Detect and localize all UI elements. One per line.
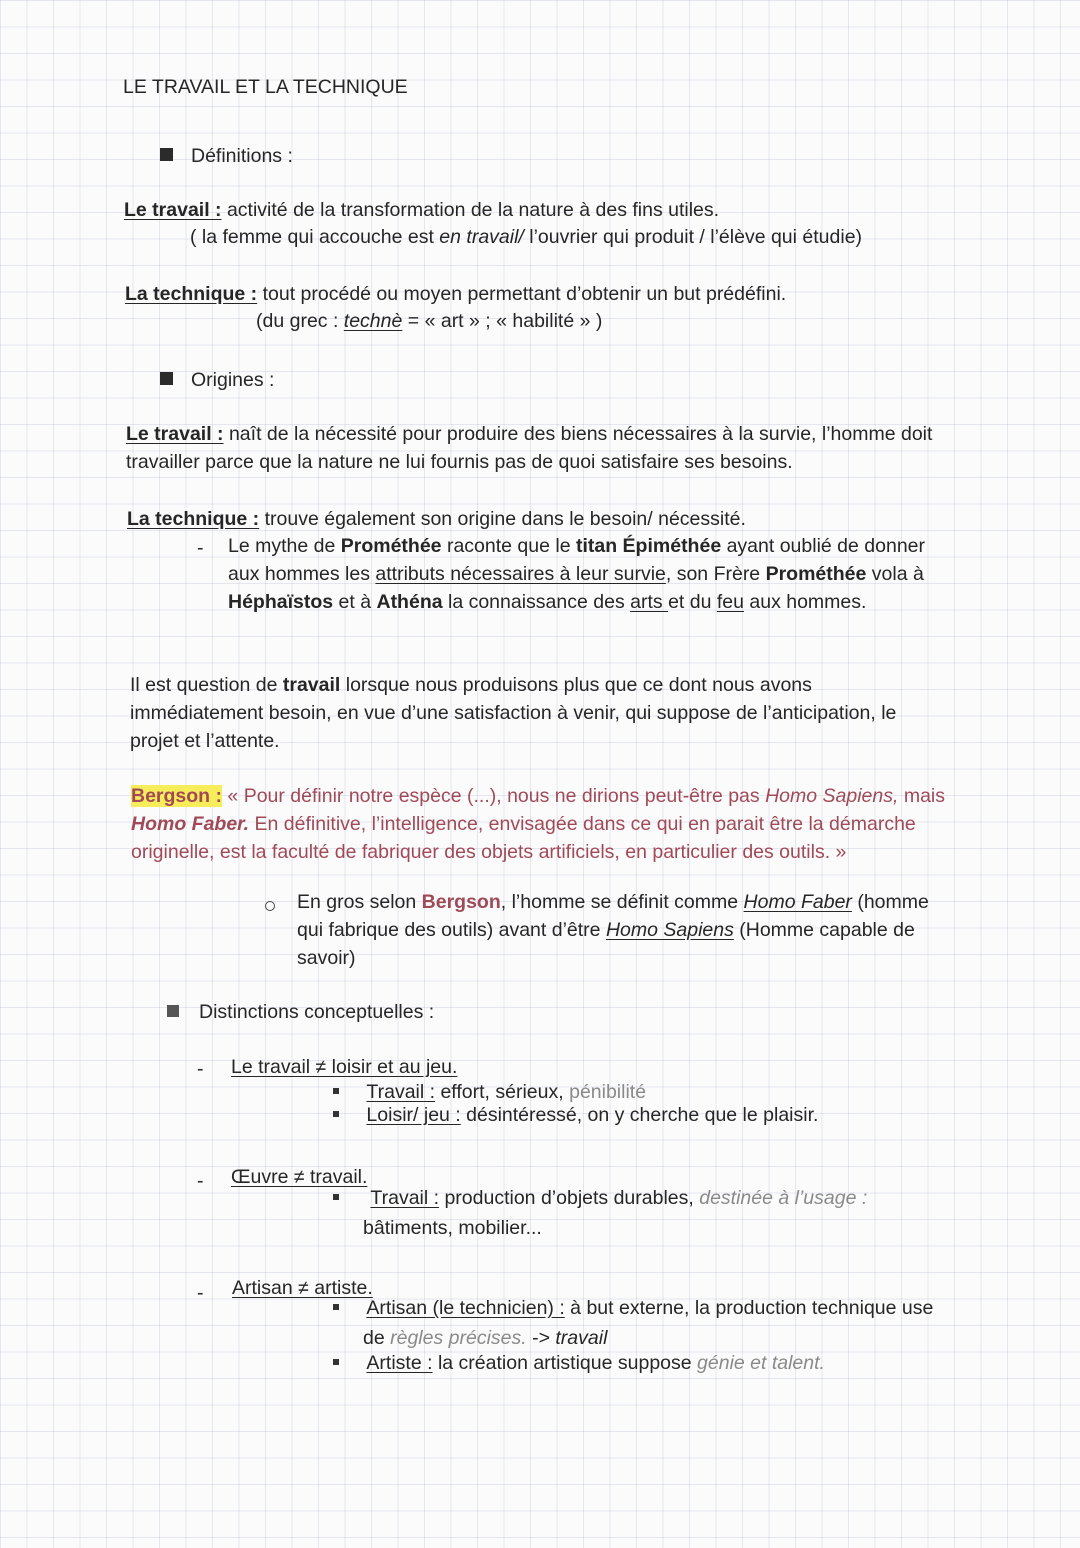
bullet-icon xyxy=(333,1359,339,1365)
bergson-summary: En gros selon Bergson, l’homme se définit comme Homo Faber (homme qui fabrique des outils) avant d’être Homo Sapiens (Homme capable de savoir) xyxy=(297,891,929,969)
square-bullet-icon xyxy=(167,1005,179,1017)
list-item: Artisan (le technicien) : à but externe, la production technique use xyxy=(333,1297,933,1320)
definition-technique: La technique : tout procédé ou moyen permettant d’obtenir un but prédéfini. xyxy=(125,283,787,305)
square-bullet-icon xyxy=(160,372,173,385)
paragraph-travail-anticipation: Il est question de travail lorsque nous produisons plus que ce dont nous avons immédiatement besoin, en vue d’une satisfaction à venir, qui suppose de l’anticipation, le projet et l’attente. xyxy=(130,674,897,752)
origine-travail: Le travail : naît de la nécessité pour produire des biens nécessaires à la survie, l’homme doit travailler parce que la nature ne lui fournis pas de quoi satisfaire ses besoins. xyxy=(126,423,933,473)
page-title: LE TRAVAIL ET LA TECHNIQUE xyxy=(123,76,408,98)
bergson-quote: Bergson : « Pour définir notre espèce (...), nous ne dirions peut-être pas Homo Sapiens, mais Homo Faber. En définitive, l’intelligence, envisagée dans ce qui en parait être la démarche originelle, est la faculté de fabriquer des objets artificiels, en particulier des outils. » xyxy=(131,785,945,863)
mythe-promethee: Le mythe de Prométhée raconte que le titan Épiméthée ayant oublié de donner aux hommes les attributs nécessaires à leur survie, son Frère Prométhée vola à Héphaïstos et à Athéna la connaissance des arts et du feu aux hommes. xyxy=(228,535,925,613)
section-heading-distinctions: Distinctions conceptuelles : xyxy=(167,1001,434,1024)
distinction-oeuvre-travail: Œuvre ≠ travail. xyxy=(231,1166,368,1188)
bullet-icon xyxy=(333,1111,339,1117)
list-item: Travail : effort, sérieux, pénibilité xyxy=(333,1081,646,1104)
list-item: Loisir/ jeu : désintéressé, on y cherche que le plaisir. xyxy=(333,1104,818,1127)
section-heading-definitions: Définitions : xyxy=(160,145,293,168)
definition-travail: Le travail : activité de la transformation de la nature à des fins utiles. xyxy=(124,199,720,221)
term-technique: La technique : xyxy=(125,283,258,305)
dash-bullet: - xyxy=(197,1170,204,1192)
square-bullet-icon xyxy=(160,148,173,161)
bullet-icon xyxy=(333,1304,339,1310)
dash-bullet: - xyxy=(197,1058,204,1080)
definition-technique-etymology: (du grec : technè = « art » ; « habilité » ) xyxy=(256,310,603,332)
distinction-artisan-artiste: Artisan ≠ artiste. xyxy=(232,1277,373,1299)
list-item: Artiste : la création artistique suppose génie et talent. xyxy=(333,1352,825,1375)
definition-travail-example: ( la femme qui accouche est en travail/ l’ouvrier qui produit / l’élève qui étudie) xyxy=(190,226,863,248)
list-item-continuation: de règles précises. -> travail xyxy=(363,1327,608,1349)
list-item: Travail : production d’objets durables, destinée à l’usage : xyxy=(333,1187,867,1210)
bergson-name-highlight: Bergson : xyxy=(131,785,223,807)
bullet-icon xyxy=(333,1088,339,1094)
dash-bullet: - xyxy=(197,537,204,559)
dash-bullet: - xyxy=(197,1282,204,1304)
bullet-icon xyxy=(333,1194,339,1200)
term-travail: Le travail : xyxy=(124,199,222,221)
list-item-continuation: bâtiments, mobilier... xyxy=(363,1217,542,1239)
circle-bullet-icon xyxy=(265,896,275,919)
origine-technique: La technique : trouve également son origine dans le besoin/ nécessité. xyxy=(127,508,746,530)
section-heading-origines: Origines : xyxy=(160,369,274,392)
distinction-travail-loisir: Le travail ≠ loisir et au jeu. xyxy=(231,1056,458,1078)
